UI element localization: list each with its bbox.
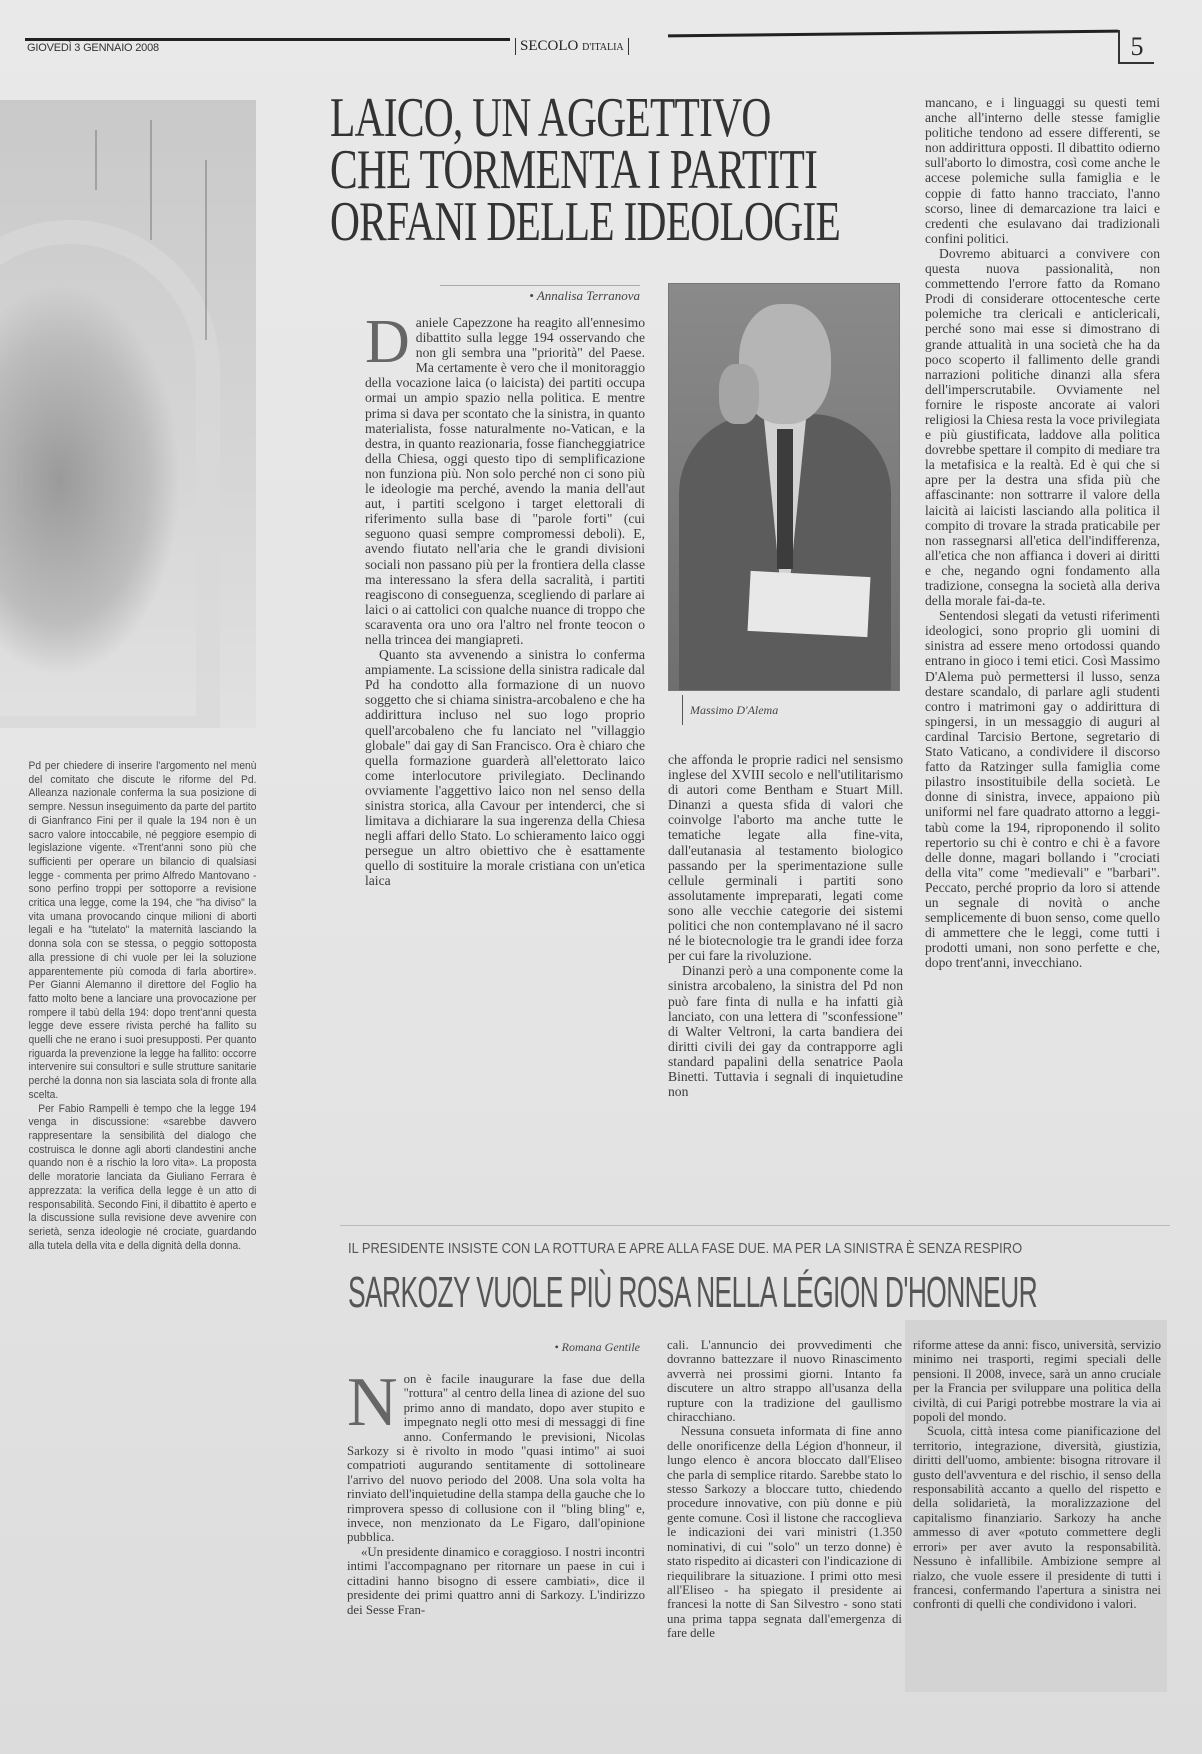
issue-date: GIOVEDÌ 3 GENNAIO 2008: [27, 42, 159, 54]
paragraph: Sentendosi slegati da vetusti riferimenti ideologici, sono proprio gli uomini di sinistra ad essere meno ortodossi quando entrano in gioco i temi etici. Così Massimo D'Alema può permettersi il lusso, senza destare scandalo, di parlare agli studenti contro i matrimoni gay o addirittura di spingersi, in un messaggio di auguri al cardinal Tarcisio Bertone, segretario di Stato Vaticano, a condividere il discorso fatto da Ratzinger sulla famiglia come pilastro insostituibile della società. Le donne di sinistra, invece, appaiono più uniformi nel fare quadrato attorno a leggi-tabù come la 194, riproponendo il solito repertorio su chi è contro e chi è a favore delle donne, magari bollando i "crociati della vita" come "medievali" e "barbari". Peccato, perché proprio da loro si attende un segnale di novità o anche semplicemente di buon senso, come quello di ammettere che le leggi, come tutti i prodotti umani, non sono perfette e che, dopo trent'anni, invecchiano.: [925, 608, 1160, 971]
byline-author: Annalisa Terranova: [536, 288, 640, 303]
wall-crack: [205, 160, 207, 340]
page-number: 5: [1118, 30, 1154, 64]
second-article-column-2: [667, 1338, 902, 1690]
photo-hand: [719, 364, 759, 424]
photo-caption: Massimo D'Alema: [690, 703, 779, 717]
second-kicker: IL PRESIDENTE INSISTE CON LA ROTTURA E APRE ALLA FASE DUE. MA PER LA SINISTRA È SENZA RESPIRO: [348, 1240, 1023, 1257]
paragraph: Nessuna consueta informata di fine anno delle onorificenze della Légion d'honneur, il lungo elenco è ancora bloccato dall'Eliseo che parla di semplice ritardo. Sarebbe stato lo stesso Sarkozy a bloccare tutto, chiedendo procedure innovative, con più donne e più gente comune. Così il listone che raccoglieva le indicazioni dei vari ministri (1.350 nominativi, di cui "solo" un terzo donne) è stato rispedito ai dicasteri con l'indicazione di riequilibrare la situazione. I primi otto mesi all'Eliseo - ha spiegato il presidente ai francesi la notte di San Silvestro - sono stati una prima tappa segnata dall'emergenza di fare delle: [667, 1424, 902, 1641]
headline-line: ORFANI DELLE IDEOLOGIE: [330, 191, 841, 253]
photo-paper: [748, 571, 871, 637]
arch-shape: [0, 220, 220, 728]
main-article-column-2: [668, 752, 903, 1130]
drop-cap: D: [365, 315, 410, 376]
drop-cap: N: [347, 1372, 398, 1441]
paragraph: riforme attese da anni: fisco, università, servizio minimo nei trasporti, regimi speciali delle pensioni. Il 2008, invece, sarà un anno cruciale per la Francia per sviluppare una politica della civiltà, di cui Parigi potrebbe mostrare la via ai popoli del mondo.: [913, 1338, 1161, 1425]
wall-crack: [95, 130, 97, 190]
main-article-column-3: [925, 95, 1160, 1130]
photo-tie: [777, 429, 793, 569]
paragraph: «Un presidente dinamico e coraggioso. I nostri incontri intimi l'accompagnano per ritornare un paese in cui i cittadini hanno bisogno di essere cambiati», dice il presidente dei primi quattro anni di Sarkozy. L'indirizzo dei Sesse Fran-: [347, 1544, 645, 1617]
byline-author: Romana Gentile: [561, 1340, 640, 1354]
dalema-photo: [668, 283, 900, 691]
masthead-subtitle: D'ITALIA: [582, 42, 624, 53]
headline-line: CHE TORMENTA I PARTITI: [330, 139, 818, 201]
paragraph: Quanto sta avvenendo a sinistra lo conferma ampiamente. La scissione della sinistra radicale dal Pd ha condotto alla formazione di un nuovo soggetto che si chiama sinistra-arcobaleno e che ha addirittura incluso nel suo logo proprio quell'arcobaleno che fu lanciato nel "villaggio globale" dai gay di San Francisco. Ora è chiaro che quella formazione guarderà all'elettorato laico come interlocutore privilegiato. Declinando ovviamente l'aggettivo laico non nel senso della sinistra storica, alla Cavour per intenderci, che si limitava a dichiarare la sua ingerenza della Chiesa negli affari dello Stato. Lo schieramento laico oggi persegue un altro obiettivo che è esattamente quello di sostituire la morale cristiana con un'etica laica: [365, 647, 645, 889]
headline-line: LAICO, UN AGGETTIVO: [330, 87, 771, 149]
main-headline: [330, 87, 937, 253]
second-article-column-1: [347, 1372, 645, 1690]
paragraph: on è facile inaugurare la fase due della "rottura" al centro della linea di azione del suo primo anno di mandato, dopo aver stupito e impegnato negli otto mesi di messaggi di fine anno. Confermando le previsioni, Nicolas Sarkozy si è rivolto in modo "quasi intimo" ai suoi compatrioti augurando sentitamente di sottolineare l'arrivo del nuovo periodo del 2008. Una sola volta ha rinviato dell'inquietudine della stampa della gauche che lo rimprovera spesso di collusione con il "bling bling" e, invece, non menzionato da Le Figaro, dall'opinione pubblica.: [347, 1372, 645, 1545]
header-rule-left: [25, 38, 510, 41]
paragraph: che affonda le proprie radici nel sensismo inglese del XVIII secolo e nell'utilitarismo di autori come Bentham e Stuart Mill. Dinanzi a questa sfida di valori che coinvolge l'aborto ma anche tutte le tematiche legate alla fine-vita, dall'eutanasia al testamento biologico passando per la sperimentazione sulle cellule germinali i partiti sono assolutamente impreparati, legati come sono alle vecchie categorie dei sistemi politici che non contemplavano né il sacro né le biotecnologie tra le grandi idee forza per cui fare la rivoluzione.: [668, 752, 903, 964]
paragraph: mancano, e i linguaggi su questi temi anche all'interno delle stesse famiglie politiche tendono ad essere differenti, se non addirittura opposti. Il dibattito odierno sull'aborto lo dimostra, così come anche le accese polemiche sulla famiglia e le coppie di fatto hanno tracciato, l'anno scorso, linee di demarcazione tra laici e credenti che esulavano dai tradizionali confini politici.: [925, 95, 1160, 246]
paragraph: Pd per chiedere di inserire l'argomento nel menù del comitato che discute le riforme del Pd. Alleanza nazionale conferma la sua posizione di sempre. Nessun inseguimento da parte del partito di Gianfranco Fini per il quale la 194 non è un sacro valore intoccabile, né peggiore esempio di legislazione vigente. «Trent'anni sono più che sufficienti per operare un bilancio di qualsiasi legge - commenta per primo Alfredo Mantovano - sono perfino troppi per sottoporre a revisione critica una legge, come la 194, che "ha diviso" la vita umana provocando cinque milioni di aborti legali e ha "tutelato" la maternità lasciando la donna sola con se stessa, o peggio sottoposta alla pressione di chi vuole per lei la soluzione apparentemente più comoda di farla abortire». Per Gianni Alemanno il direttore del Foglio ha fatto molto bene a lanciare una provocazione per rompere il tabù della 194: dopo trent'anni questa legge deve essere rivista perché ha fallito su quelli che ne erano i suoi presupposti. Per quanto riguarda la prevenzione la legge ha fallito: occorre intervenire sui consultori e sulle strutture sanitarie perché la donna non sia lasciata sola di fronte alla scelta.: [28, 760, 257, 1101]
second-headline: SARKOZY VUOLE PIÙ ROSA NELLA LÉGION D'HONNEUR: [348, 1268, 1038, 1317]
paragraph: aniele Capezzone ha reagito all'ennesimo dibattito sulla legge 194 osservando che non gli sembra una "priorità" del Paese. Ma certamente è vero che il monitoraggio della vocazione laica (o laicista) dei partiti occupa ormai un ampio spazio nella politica. E mentre prima si dava per scontato che la sinistra, in quanto materialista, fosse naturalmente no-Vatican, e la destra, in quanto reazionaria, fosse fiancheggiatrice della Chiesa, oggi questo tipo di semplificazione non funziona più. Non solo perché non ci sono più le ideologie ma perché, avendo la mania dell'aut aut, i partiti scelgono i target elettorali di riferimento sulla base di "parole forti" (cui seguono quasi sempre compromessi deboli). E, avendo fiutato nell'aria che le grandi divisioni sociali non passano più per la frontiera della classe ma interessano la sfera della sacralità, i partiti reagiscono di conseguenza, scegliendo di parlare ai laici o ai cattolici con qualche nuance di troppo che scaraventa ora uno ora l'altro nel fronte teocon o nella trincea dei mangiapreti.: [365, 315, 645, 647]
caption-rule: [682, 695, 683, 725]
paragraph: Dinanzi però a una componente come la sinistra arcobaleno, la sinistra del Pd non può fare finta di nulla e ha infatti già lanciato, con una lettera di "sconfessione" di Walter Veltroni, la carta bandiera dei diritti civili dei gay da contrapporre agli standard papalini della senatrice Paola Binetti. Tuttavia i segnali di inquietudine non: [668, 963, 903, 1100]
main-article-column-1: [365, 315, 645, 1125]
header-rule-right: [668, 30, 1118, 38]
paragraph: Per Fabio Rampelli è tempo che la legge 194 venga in discussione: «sarebbe davvero rappresentare la sensibilità del dialogo che costruisca le donne agli aborti clandestini anche quando non è a rischio la loro vita». La proposta delle moratorie lanciata da Giuliano Ferrara è apprezzata: la verifica della legge è un atto di responsabilità. Secondo Fini, il dibattito è aperto e la discussione sulla revisione deve avvenire con serietà, senza ideologie né crociate, guardando alla tutela della vita e della dignità della donna.: [28, 1102, 257, 1252]
masthead-title: SECOLO: [520, 38, 579, 54]
main-byline: • Annalisa Terranova: [440, 285, 640, 304]
paragraph: cali. L'annuncio dei provvedimenti che dovranno battezzare il nuovo Rinascimento avverrà nei prossimi giorni. Intanto fa discutere un altro strappo all'usanza della rupture con la tradizione del gaullismo chiracchiano.: [667, 1338, 902, 1425]
wall-crack: [150, 120, 152, 240]
second-article-column-3: [913, 1338, 1161, 1690]
left-article-column: [29, 760, 257, 1460]
paragraph: Scuola, città intesa come pianificazione del territorio, integrazione, diversità, giustizia, diritti dell'uomo, ambiente: bisogna ritrovare il gusto dell'avventura e del rischio, il senso della responsabilità accanto a quello del rispetto e della solidarietà, la moralizzazione del capitalismo finanziario. Sarkozy ha anche ammesso di aver «potuto commettere degli errori» per aver avuto la responsabilità. Nessuno è infallibile. Ambizione sempre al rialzo, che vuole essere il presidente di tutti i francesi, confermando l'apertura a sinistra nei confronti di quelli che condividono i valori.: [913, 1424, 1161, 1612]
paragraph: Dovremo abituarci a convivere con questa nuova passionalità, non commettendo l'errore fatto da Romano Prodi di considerare ottocentesche certe polemiche tra clericali e anticlericali, perché sono mai esse si dimostrano di grande attualità in una società che ha da poco scoperto il fallimento delle grandi narrazioni politiche dinanzi alla sfera dell'imperscrutabile. Ovviamente nel fornire le risposte ancorate ai valori religiosi la Chiesa resta la voce privilegiata e più giustificata, laddove alla politica dovrebbe spettare il compito di mediare tra la metafisica e la realtà. Ed è qui che si apre per la destra una sfida più che affascinante: non sottrarre il valore della laicità ai laicisti lasciando alla politica il compito di trovare la strada praticabile per non rassegnarsi all'etica dell'indifferenza, all'etica che non affianca i doveri ai diritti e che, negando ogni fondamento alla tradizione, consegna la società alla deriva della morale fai-da-te.: [925, 245, 1160, 609]
stone-wall-photo: [0, 100, 256, 728]
second-byline: • Romana Gentile: [554, 1340, 640, 1354]
masthead: [515, 38, 629, 55]
section-divider: [340, 1225, 1170, 1226]
